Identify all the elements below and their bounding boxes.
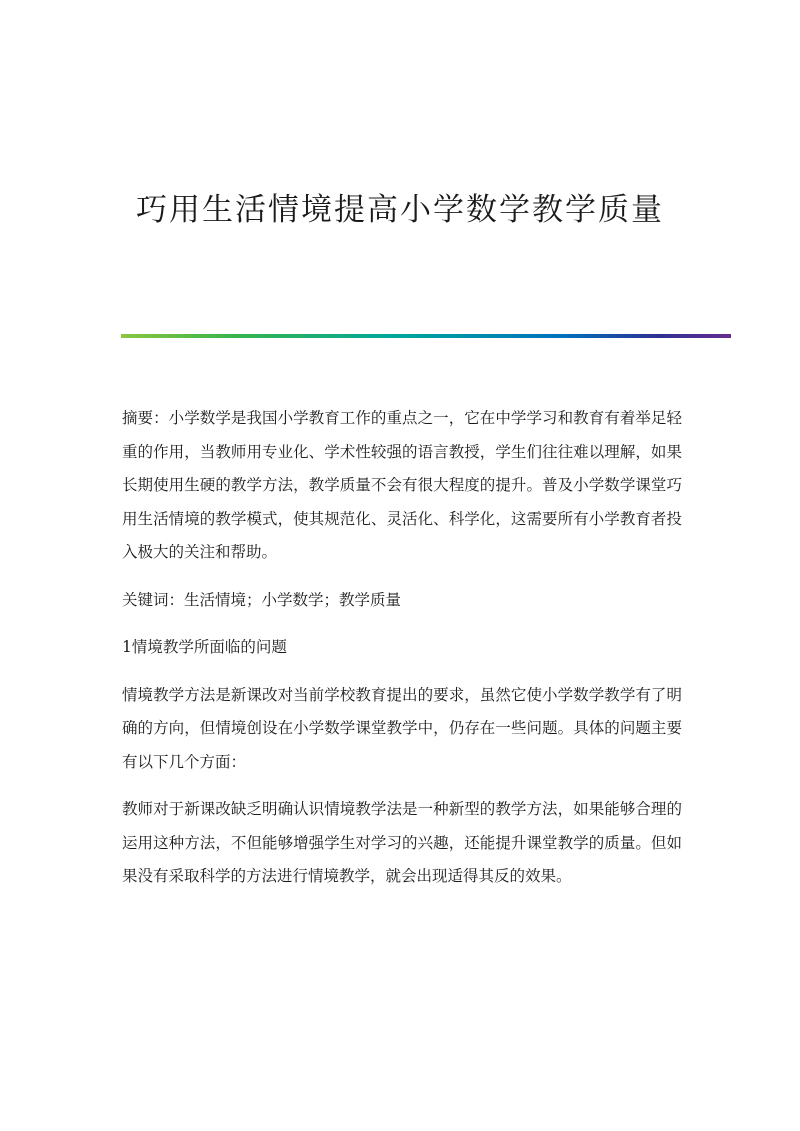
abstract-paragraph: 摘要：小学数学是我国小学教育工作的重点之一，它在中学学习和教育有着举足轻重的作用，当教师用专业化、学术性较强的语言教授，学生们往往难以理解，如果长期使用生硬的教学方法，教学质量不会有很大程度的提升。普及小学数学课堂巧用生活情境的教学模式，使其规范化、灵活化、科学化，这需要所有小学教育者投入极大的关注和帮助。 [122,409,682,561]
title-divider [121,334,731,338]
section-heading: 1情境教学所面临的问题 [122,638,287,656]
body-paragraph: 情境教学方法是新课改对当前学校教育提出的要求，虽然它使小学数学教学有了明确的方向，但情境创设在小学数学课堂教学中，仍存在一些问题。具体的问题主要有以下几个方面： [122,685,682,771]
document-body [122,402,682,894]
document-title: 巧用生活情境提高小学数学教学质量 [136,192,664,228]
keywords-line: 关键词：生活情境；小学数学；教学质量 [122,590,402,609]
body-paragraph: 教师对于新课改缺乏明确认识情境教学法是一种新型的教学方法，如果能够合理的运用这种方法，不但能够增强学生对学习的兴趣，还能提升课堂教学的质量。但如果没有采取科学的方法进行情境教学，就会出现适得其反的效果。 [122,800,682,885]
